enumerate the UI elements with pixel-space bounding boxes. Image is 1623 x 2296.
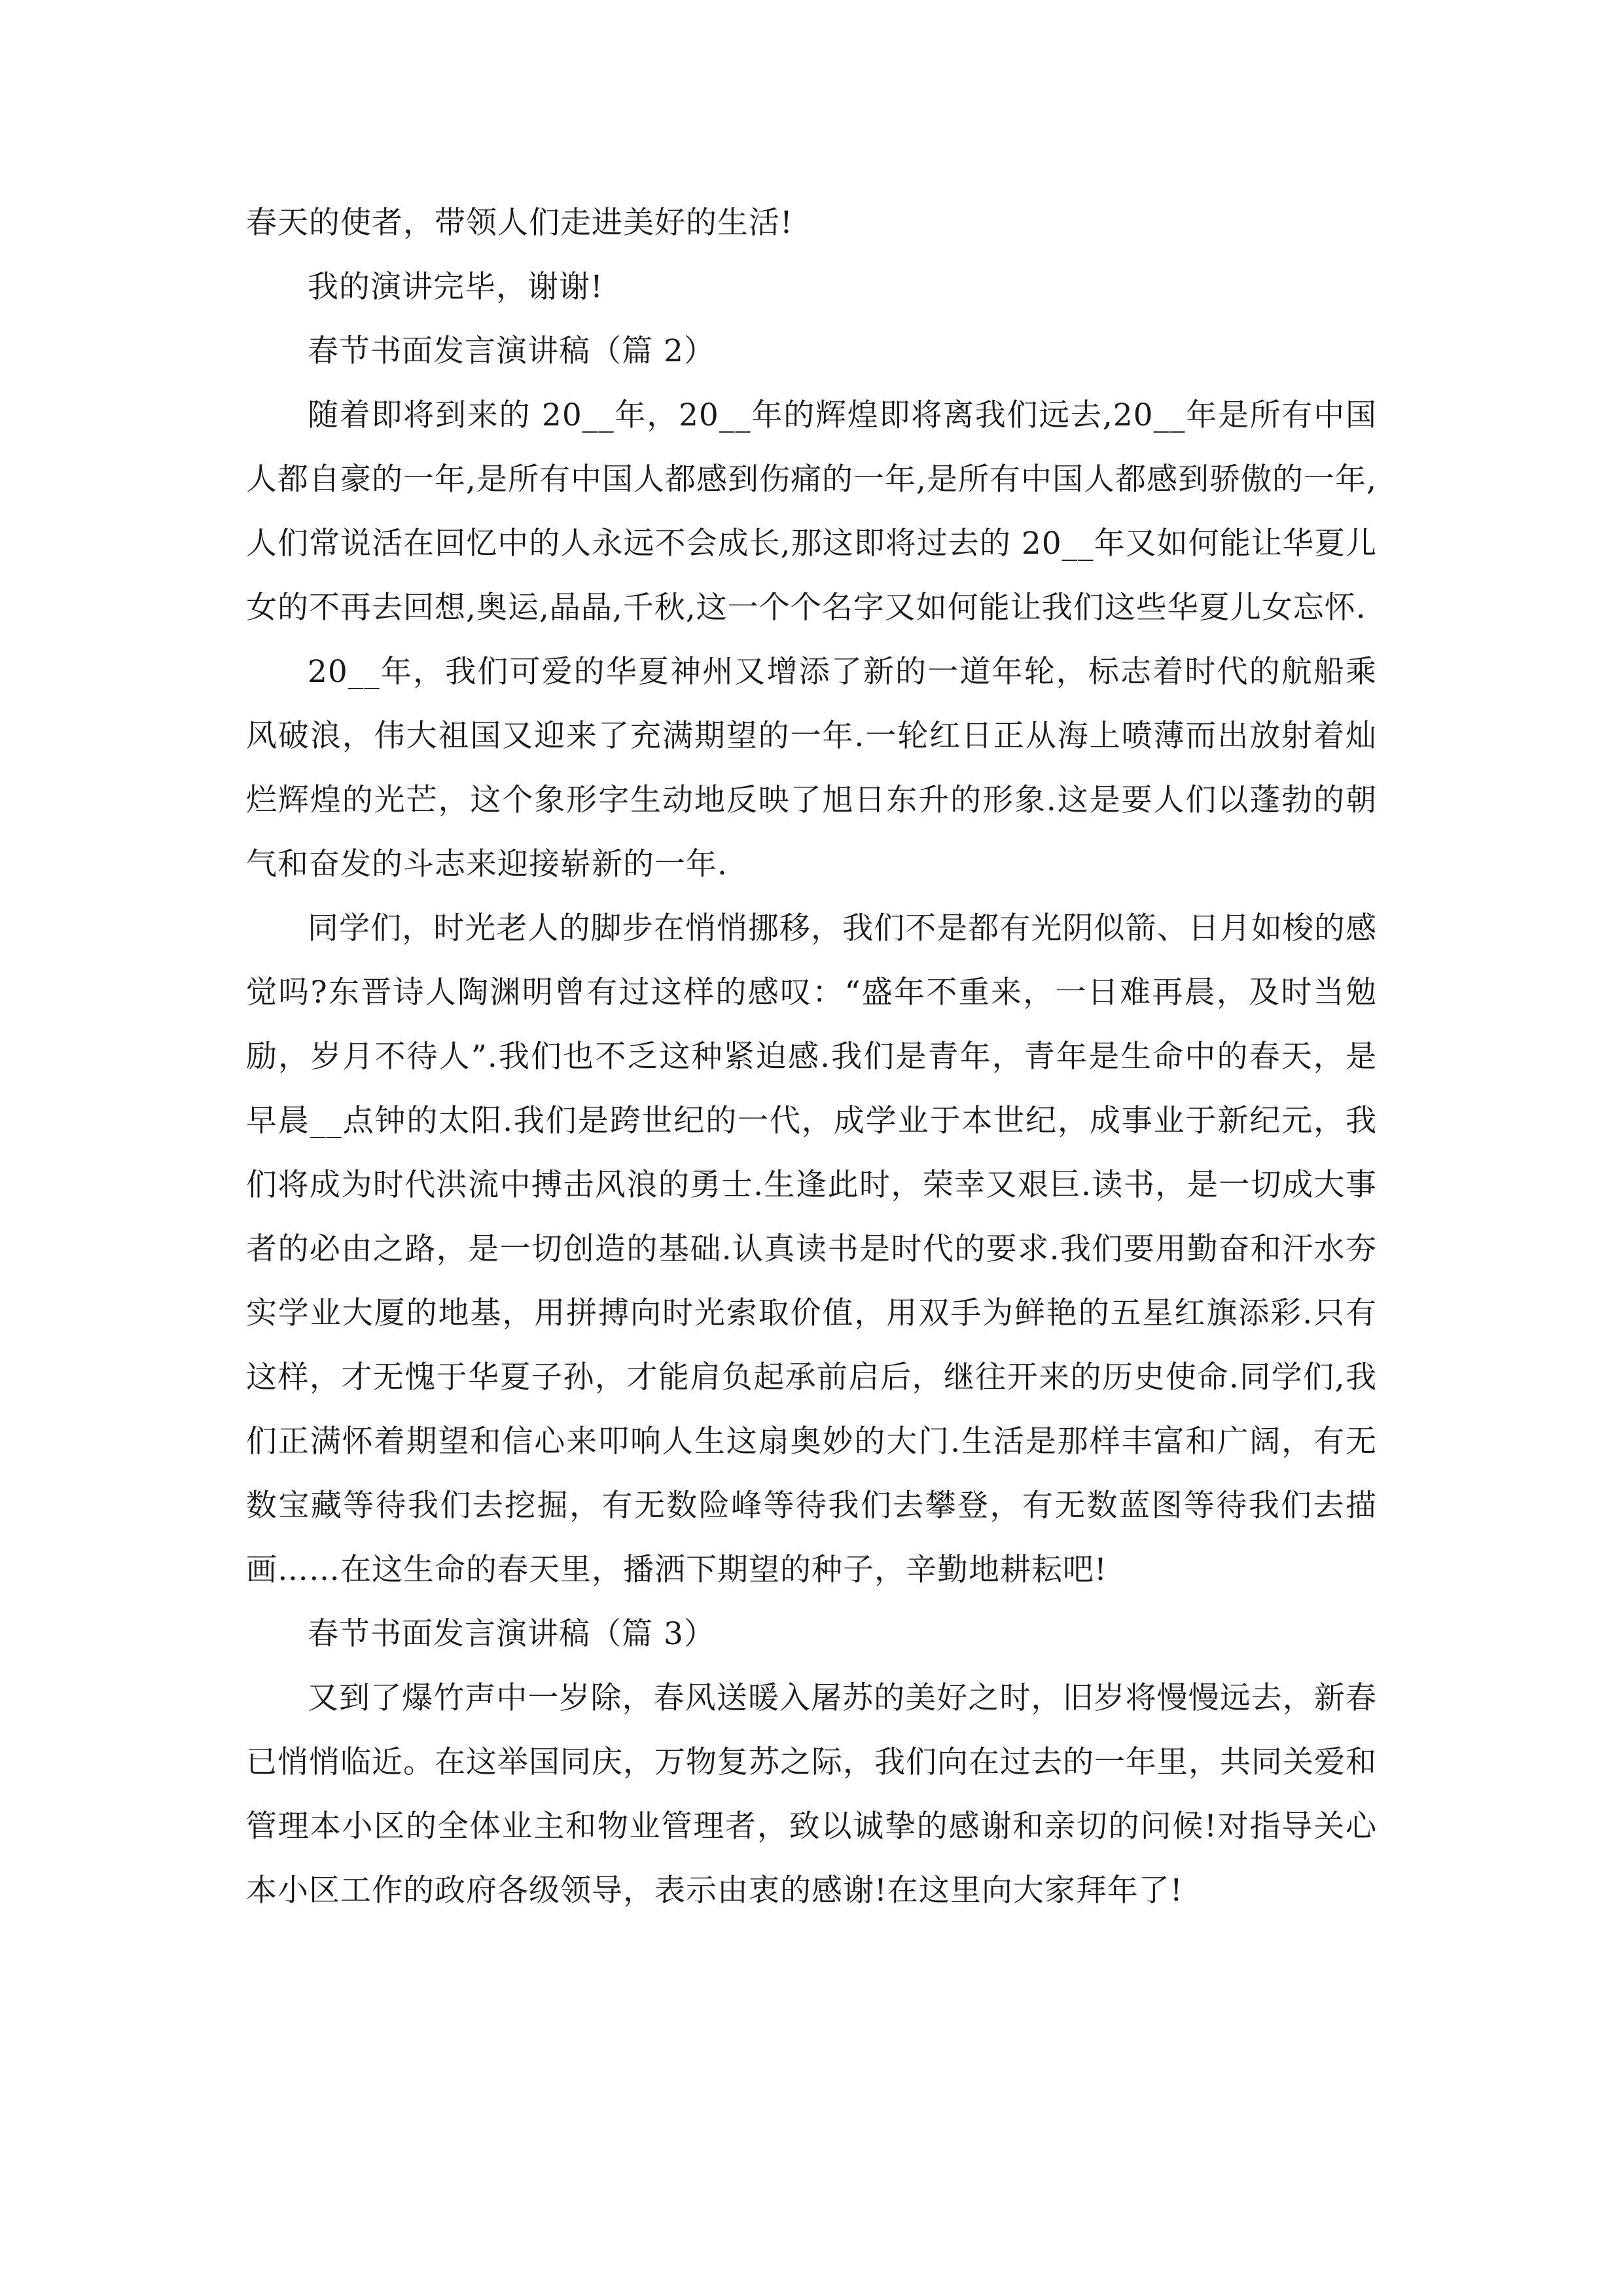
document-page [246, 191, 1377, 1923]
paragraph-body: 同学们，时光老人的脚步在悄悄挪移，我们不是都有光阴似箭、日月如梭的感觉吗?东晋诗人陶渊明曾有过这样的感叹：“盛年不重来，一日难再晨，及时当勉励，岁月不待人”.我们也不乏这种紧迫感.我们是青年，青年是生命中的春天，是早晨__点钟的太阳.我们是跨世纪的一代，成学业于本世纪，成事业于新纪元，我们将成为时代洪流中搏击风浪的勇士.生逢此时，荣幸又艰巨.读书，是一切成大事者的必由之路，是一切创造的基础.认真读书是时代的要求.我们要用勤奋和汗水夯实学业大厦的地基，用拼搏向时光索取价值，用双手为鲜艳的五星红旗添彩.只有这样，才无愧于华夏子孙，才能肩负起承前启后，继往开来的历史使命.同学们,我们正满怀着期望和信心来叩响人生这扇奥妙的大门.生活是那样丰富和广阔，有无数宝藏等待我们去挖掘，有无数险峰等待我们去攀登，有无数蓝图等待我们去描画……在这生命的春天里，播洒下期望的种子，辛勤地耕耘吧! [246, 910, 1377, 1588]
section-heading-2: 春节书面发言演讲稿（篇 2） [308, 333, 715, 369]
paragraph-closing: 我的演讲完毕，谢谢! [308, 269, 603, 305]
paragraph-body: 20__年，我们可爱的华夏神州又增添了新的一道年轮，标志着时代的航船乘风破浪，伟大祖国又迎来了充满期望的一年.一轮红日正从海上喷薄而出放射着灿烂辉煌的光芒，这个象形字生动地反映了旭日东升的形象.这是要人们以蓬勃的朝气和奋发的斗志来迎接崭新的一年. [246, 654, 1377, 882]
paragraph-body: 又到了爆竹声中一岁除，春风送暖入屠苏的美好之时，旧岁将慢慢远去，新春已悄悄临近。在这举国同庆，万物复苏之际，我们向在过去的一年里，共同关爱和管理本小区的全体业主和物业管理者，致以诚挚的感谢和亲切的问候!对指导关心本小区工作的政府各级领导，表示由衷的感谢!在这里向大家拜年了! [246, 1680, 1377, 1909]
paragraph-continuation: 春天的使者，带领人们走进美好的生活! [246, 205, 793, 241]
section-heading-3: 春节书面发言演讲稿（篇 3） [308, 1616, 715, 1652]
paragraph-body: 随着即将到来的 20__年，20__年的辉煌即将离我们远去,20__年是所有中国人都自豪的一年,是所有中国人都感到伤痛的一年,是所有中国人都感到骄傲的一年,人们常说活在回忆中的人永远不会成长,那这即将过去的 20__年又如何能让华夏儿女的不再去回想,奥运,晶晶,千秋,这一个个名字又如何能让我们这些华夏儿女忘怀. [246, 397, 1377, 626]
